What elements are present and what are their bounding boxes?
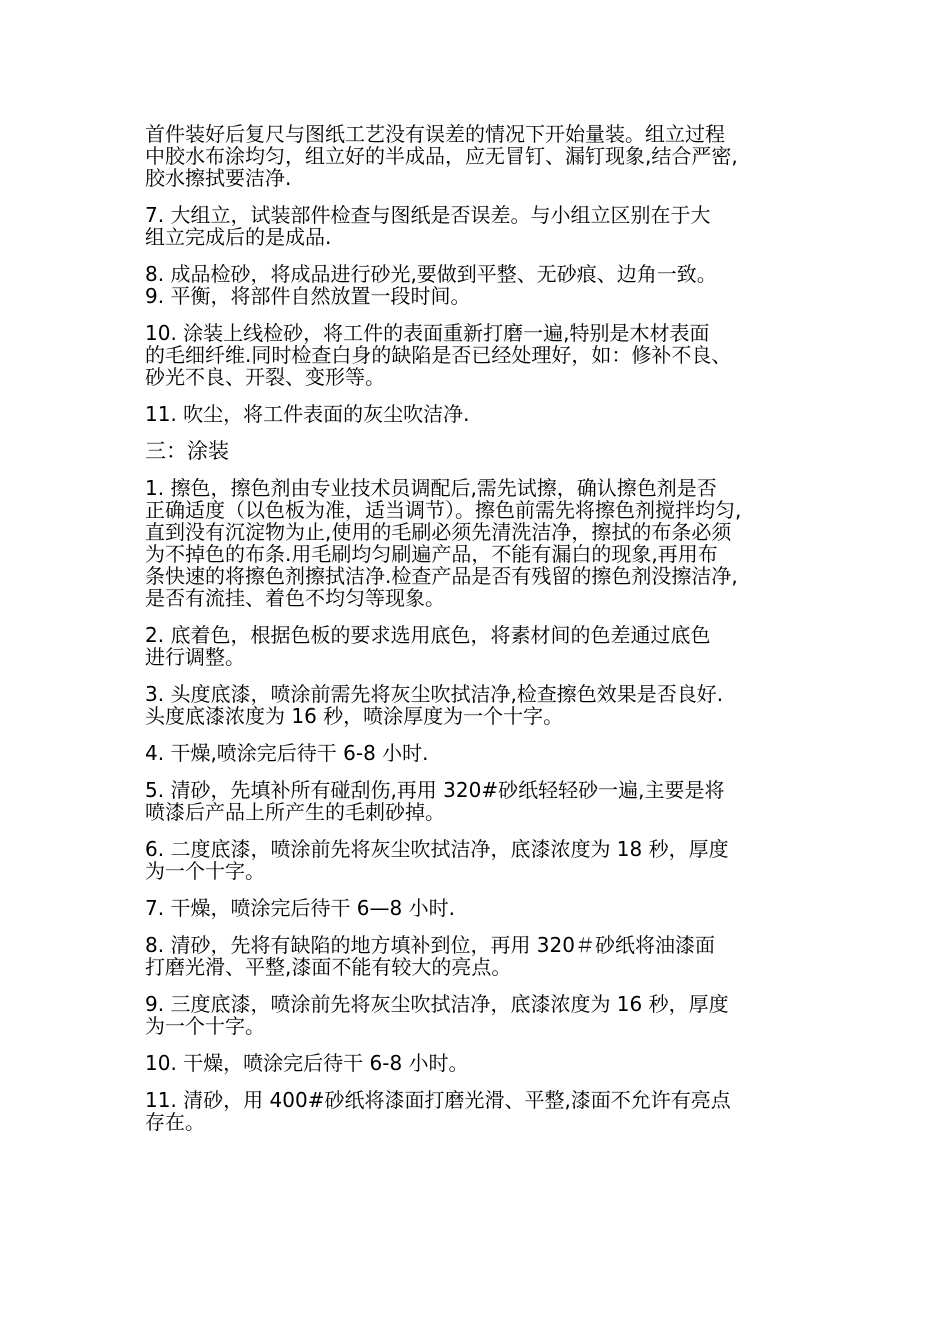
text-line: 头度底漆浓度为 16 秒，喷涂厚度为一个十字。: [145, 704, 564, 728]
text-line: 4. 干燥,喷涂完后待干 6-8 小时.: [145, 741, 429, 765]
text-line: 8. 成品检砂，将成品进行砂光,要做到平整、无砂痕、边角一致。: [145, 262, 717, 286]
text-line: 组立完成后的是成品.: [145, 225, 332, 249]
text-line: 条快速的将擦色剂擦拭洁净.检查产品是否有残留的擦色剂没擦洁净,: [145, 564, 738, 588]
assembly-step-10: [145, 322, 815, 388]
text-line: 是否有流挂、着色不均匀等现象。: [145, 586, 445, 610]
text-line: 进行调整。: [145, 645, 245, 669]
text-line: 直到没有沉淀物为止,使用的毛刷必须先清洗洁净，擦拭的布条必须: [145, 520, 732, 544]
assembly-step-9: [145, 285, 815, 307]
text-line: 3. 头度底漆，喷涂前需先将灰尘吹拭洁净,检查擦色效果是否良好.: [145, 682, 724, 706]
text-line: 11. 清砂，用 400#砂纸将漆面打磨光滑、平整,漆面不允许有亮点: [145, 1088, 731, 1112]
text-line: 10. 干燥，喷涂完后待干 6-8 小时。: [145, 1051, 469, 1075]
text-line: 为一个十字。: [145, 1014, 265, 1038]
assembly-step-8: [145, 263, 815, 285]
coating-step-1: [145, 477, 815, 609]
document-page: [145, 123, 815, 1148]
text-line: 的毛细纤维.同时检查白身的缺陷是否已经处理好，如：修补不良、: [145, 343, 732, 367]
text-line: 为不掉色的布条.用毛刷均匀刷遍产品，不能有漏白的现象,再用布: [145, 542, 718, 566]
text-line: 11. 吹尘，将工件表面的灰尘吹洁净.: [145, 402, 470, 426]
assembly-step-11: [145, 403, 815, 425]
coating-step-3: [145, 683, 815, 727]
coating-step-7: [145, 897, 815, 919]
text-line: 为一个十字。: [145, 859, 265, 883]
assembly-step-7: [145, 204, 815, 248]
text-line: 7. 大组立，试装部件检查与图纸是否误差。与小组立区别在于大: [145, 203, 711, 227]
text-line: 胶水擦拭要洁净.: [145, 166, 292, 190]
text-line: 打磨光滑、平整,漆面不能有较大的亮点。: [145, 955, 512, 979]
text-line: 1. 擦色，擦色剂由专业技术员调配后,需先试擦，确认擦色剂是否: [145, 476, 717, 500]
coating-step-10: [145, 1052, 815, 1074]
coating-step-2: [145, 624, 815, 668]
text-line: 5. 清砂，先填补所有碰刮伤,再用 320#砂纸轻轻砂一遍,主要是将: [145, 778, 725, 802]
text-line: 8. 清砂，先将有缺陷的地方填补到位，再用 320＃砂纸将油漆面: [145, 933, 715, 957]
coating-step-5: [145, 779, 815, 823]
coating-step-9: [145, 993, 815, 1037]
text-line: 首件装好后复尺与图纸工艺没有误差的情况下开始量装。组立过程: [145, 122, 725, 146]
coating-step-8: [145, 934, 815, 978]
text-line: 7. 干燥，喷涂完后待干 6—8 小时.: [145, 896, 455, 920]
section-heading: 三：涂装: [145, 439, 229, 463]
text-line: 6. 二度底漆，喷涂前先将灰尘吹拭洁净，底漆浓度为 18 秒，厚度: [145, 837, 729, 861]
text-line: 存在。: [145, 1110, 205, 1134]
coating-step-4: [145, 742, 815, 764]
coating-step-6: [145, 838, 815, 882]
text-line: 砂光不良、开裂、变形等。: [145, 365, 385, 389]
text-line: 正确适度（以色板为准，适当调节）。擦色前需先将擦色剂搅拌均匀,: [145, 498, 742, 522]
text-line: 9. 三度底漆，喷涂前先将灰尘吹拭洁净，底漆浓度为 16 秒，厚度: [145, 992, 729, 1016]
intro-paragraph: [145, 123, 815, 189]
text-line: 9. 平衡，将部件自然放置一段时间。: [145, 284, 471, 308]
text-line: 2. 底着色，根据色板的要求选用底色，将素材间的色差通过底色: [145, 623, 711, 647]
text-line: 中胶水布涂均匀，组立好的半成品，应无冒钉、漏钉现象,结合严密,: [145, 144, 738, 168]
coating-step-11: [145, 1089, 815, 1133]
text-line: 10. 涂装上线检砂，将工件的表面重新打磨一遍,特别是木材表面: [145, 321, 710, 345]
text-line: 喷漆后产品上所产生的毛刺砂掉。: [145, 800, 445, 824]
